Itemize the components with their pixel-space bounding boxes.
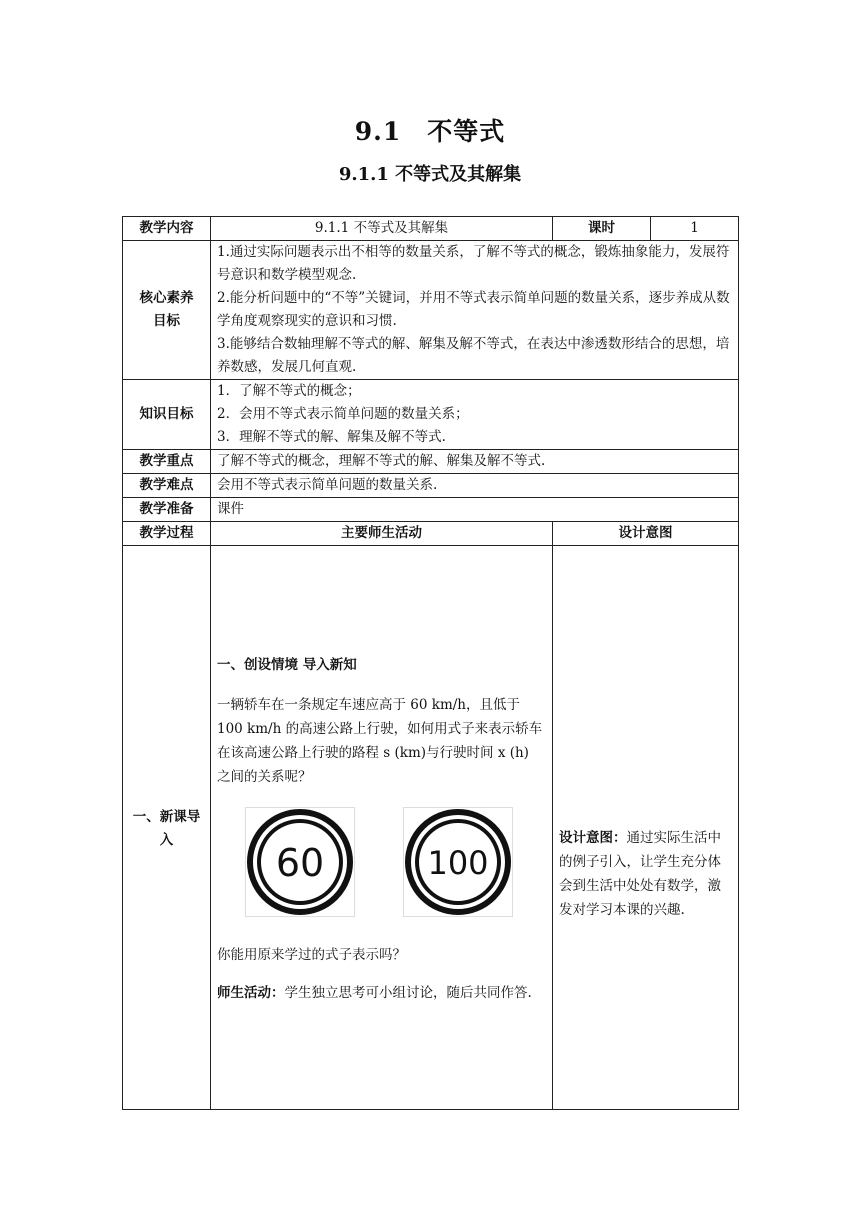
header-intent: 设计意图: [553, 522, 739, 546]
difficult-content: 会用不等式表示简单问题的数量关系.: [211, 474, 739, 498]
question-text: 你能用原来学过的式子表示吗？: [217, 946, 406, 963]
speed-signs: [245, 807, 546, 917]
header-process: 教学过程: [123, 522, 211, 546]
knowledge-content: [211, 380, 739, 450]
section-process: 一、新课导入: [123, 546, 211, 1110]
label-content: 教学内容: [123, 217, 211, 241]
intent-label: 设计意图：: [559, 829, 627, 846]
label-core-line2: 目标: [153, 313, 180, 329]
speed-sign-100-icon: [404, 808, 512, 916]
activity-text: 学生独立思考可小组讨论，随后共同作答.: [284, 984, 532, 1001]
page-subtitle: 9.1.1 不等式及其解集: [338, 164, 522, 185]
core-item-3: 3.能够结合数轴理解不等式的解、解集及解不等式，在表达中渗透数形结合的思想，培养数感，发展几何直观.: [217, 336, 730, 375]
section-intent: [553, 546, 739, 1110]
intent-paragraph: [559, 734, 732, 922]
label-key: 教学重点: [123, 450, 211, 474]
intent-text: 通过实际生活中的例子引入，让学生充分体会到生活中处处有数学，激发对学习本课的兴趣.: [559, 829, 721, 918]
prep-content: 课件: [211, 498, 739, 522]
sign-60-number: 60: [275, 840, 325, 885]
activity-label: 师生活动：: [217, 984, 285, 1001]
row-header: [123, 522, 739, 546]
speed-sign-60: [245, 807, 355, 917]
label-knowledge: 知识目标: [123, 380, 211, 450]
row-core: [123, 241, 739, 380]
core-item-1: 1.通过实际问题表示出不相等的数量关系，了解不等式的概念，锻炼抽象能力，发展符号意识和数学模型观念.: [217, 244, 730, 283]
knowledge-item-2: 2．会用不等式表示简单问题的数量关系；: [217, 406, 469, 422]
page-title: 9.1 不等式: [354, 117, 506, 146]
knowledge-item-1: 1．了解不等式的概念；: [217, 383, 361, 399]
activity-paragraph: [217, 981, 546, 1005]
label-prep: 教学准备: [123, 498, 211, 522]
core-content: [211, 241, 739, 380]
problem-text: 一辆轿车在一条规定车速应高于 60 km/h，且低于 100 km/h 的高速公路上行驶，如何用式子来表示轿车在该高速公路上行驶的路程 s (km)与行驶时间 x (h) 之间的关系呢？: [217, 696, 543, 785]
row-difficult: [123, 474, 739, 498]
knowledge-item-3: 3．理解不等式的解、解集及解不等式.: [217, 429, 446, 445]
header-activity: 主要师生活动: [211, 522, 553, 546]
sign-100-number: 100: [427, 843, 489, 882]
speed-sign-100: [403, 807, 513, 917]
row-knowledge: [123, 380, 739, 450]
label-difficult: 教学难点: [123, 474, 211, 498]
hours-value: 1: [651, 217, 739, 241]
label-core-line1: 核心素养: [139, 290, 194, 306]
content-value: 9.1.1 不等式及其解集: [211, 217, 553, 241]
speed-sign-60-icon: [246, 808, 354, 916]
key-content: 了解不等式的概念，理解不等式的解、解集及解不等式.: [211, 450, 739, 474]
row-content: [123, 217, 739, 241]
core-item-2: 2.能分析问题中的“不等”关键词，并用不等式表示简单问题的数量关系，逐步养成从数学角度观察现实的意识和习惯.: [217, 290, 730, 329]
label-hours: 课时: [553, 217, 651, 241]
row-prep: [123, 498, 739, 522]
label-core: [123, 241, 211, 380]
section-heading: 一、创设情境 导入新知: [217, 656, 357, 673]
row-section-intro: [123, 546, 739, 1110]
row-key: [123, 450, 739, 474]
lesson-plan-table: [122, 216, 739, 1110]
section-activity: [211, 546, 553, 1110]
